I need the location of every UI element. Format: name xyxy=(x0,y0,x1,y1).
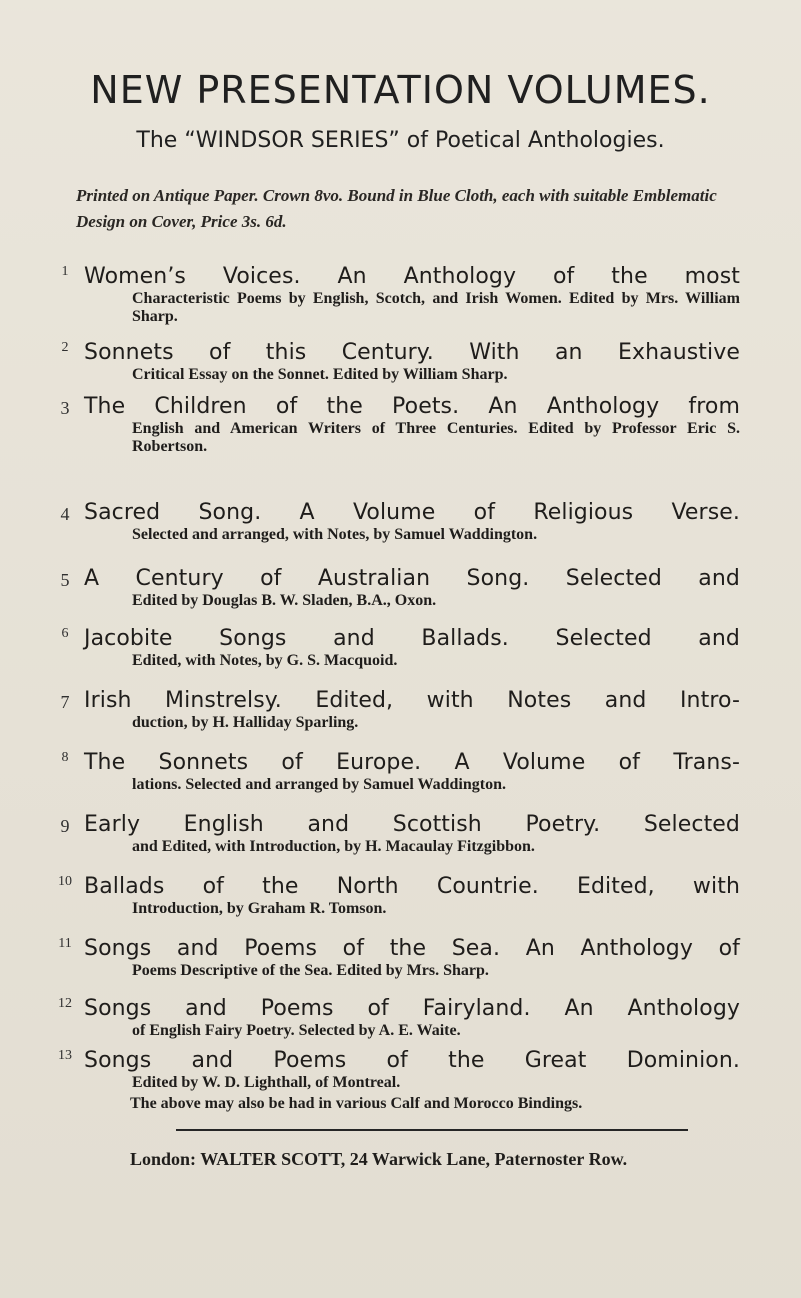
item-number: 4 xyxy=(60,504,70,524)
divider xyxy=(176,1129,688,1131)
item-number: 8 xyxy=(61,750,69,765)
item-detail: Edited, with Notes, by G. S. Macquoid. xyxy=(132,652,398,669)
list-item xyxy=(58,936,740,980)
list-item xyxy=(58,1048,740,1092)
item-detail: of English Fairy Poetry. Selected by A. E. Waite. xyxy=(132,1022,461,1039)
publisher-line: London: WALTER SCOTT, 24 Warwick Lane, Paternoster Row. xyxy=(130,1149,628,1169)
item-detail: lations. Selected and arranged by Samuel Waddington. xyxy=(132,776,506,793)
item-detail: Characteristic Poems by English, Scotch, and Irish Women. Edited by Mrs. William Sharp. xyxy=(132,290,740,325)
item-detail: Edited by W. D. Lighthall, of Montreal. xyxy=(132,1074,401,1091)
item-detail: Edited by Douglas B. W. Sladen, B.A., Oxon. xyxy=(132,592,437,609)
list-item xyxy=(61,340,740,384)
item-title: Women’s Voices. An Anthology of the most xyxy=(84,264,740,289)
item-detail: English and American Writers of Three Centuries. Edited by Professor Eric S. Robertson. xyxy=(132,420,740,455)
list-item xyxy=(60,566,740,610)
item-detail: Selected and arranged, with Notes, by Samuel Waddington. xyxy=(132,526,538,543)
item-title: The Children of the Poets. An Anthology from xyxy=(84,394,740,419)
item-number: 11 xyxy=(58,936,72,951)
list-item xyxy=(61,750,740,794)
item-number: 10 xyxy=(58,874,72,889)
item-title: Ballads of the North Countrie. Edited, with xyxy=(84,874,740,899)
list-item xyxy=(61,264,740,326)
item-number: 13 xyxy=(58,1048,72,1063)
item-number: 5 xyxy=(60,570,70,590)
item-title: Songs and Poems of the Sea. An Anthology of xyxy=(84,936,740,961)
item-detail: Introduction, by Graham R. Tomson. xyxy=(132,900,387,917)
item-title: Sacred Song. A Volume of Religious Verse. xyxy=(84,500,740,525)
item-number: 2 xyxy=(61,340,69,355)
item-title: The Sonnets of Europe. A Volume of Trans- xyxy=(84,750,740,775)
page-title: NEW PRESENTATION VOLUMES. xyxy=(90,68,711,112)
item-number: 9 xyxy=(60,816,70,836)
item-number: 3 xyxy=(60,398,70,418)
item-detail: Poems Descriptive of the Sea. Edited by Mrs. Sharp. xyxy=(132,962,489,979)
list-item xyxy=(61,626,740,670)
item-title: Early English and Scottish Poetry. Selected xyxy=(84,812,740,837)
item-title: Songs and Poems of Fairyland. An Anthology xyxy=(84,996,740,1021)
item-number: 12 xyxy=(58,996,72,1011)
list-item xyxy=(60,812,740,856)
item-number: 7 xyxy=(60,692,70,712)
list-item xyxy=(58,996,740,1040)
list-item xyxy=(60,500,740,544)
list-item xyxy=(60,394,740,456)
series-description: Printed on Antique Paper. Crown 8vo. Bound in Blue Cloth, each with suitable Emblematic Design on Cover, Price 3s. 6d. xyxy=(76,186,717,231)
item-title: Songs and Poems of the Great Dominion. xyxy=(84,1048,740,1073)
item-title: Jacobite Songs and Ballads. Selected and xyxy=(84,626,740,651)
binding-note: The above may also be had in various Calf and Morocco Bindings. xyxy=(130,1095,583,1112)
item-detail: and Edited, with Introduction, by H. Macaulay Fitzgibbon. xyxy=(132,838,535,855)
item-title: Sonnets of this Century. With an Exhaustive xyxy=(84,340,740,365)
item-number: 1 xyxy=(61,264,69,279)
item-detail: Critical Essay on the Sonnet. Edited by William Sharp. xyxy=(132,366,508,383)
list-item xyxy=(58,874,740,918)
item-title: A Century of Australian Song. Selected and xyxy=(84,566,740,591)
series-heading: The “WINDSOR SERIES” of Poetical Anthologies. xyxy=(136,128,665,153)
item-detail: duction, by H. Halliday Sparling. xyxy=(132,714,359,731)
list-item xyxy=(60,688,740,732)
item-title: Irish Minstrelsy. Edited, with Notes and Intro- xyxy=(84,688,740,713)
item-number: 6 xyxy=(61,626,69,641)
